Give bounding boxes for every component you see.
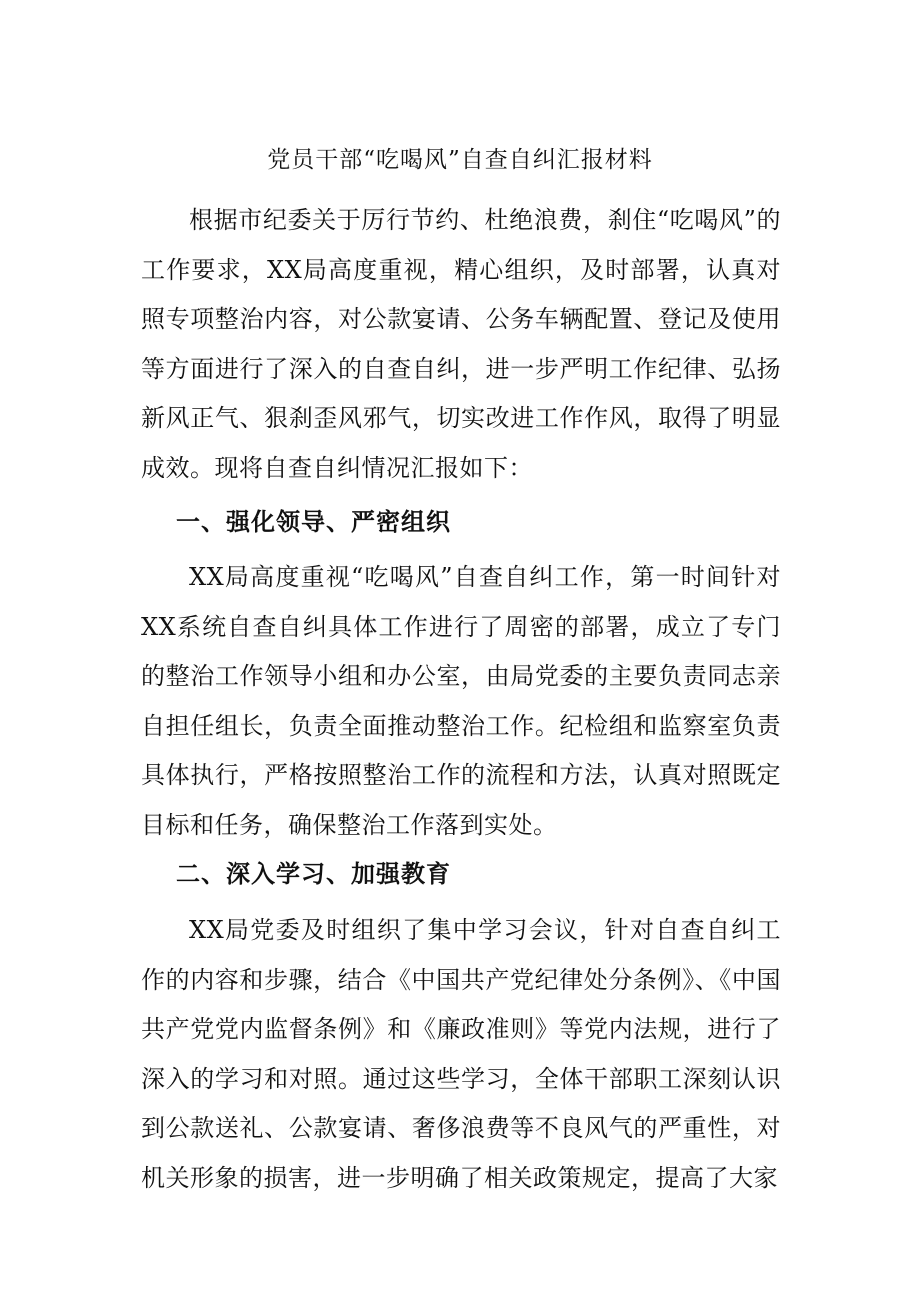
section-heading-2: 二、深入学习、加强教育 — [176, 860, 451, 888]
intro-paragraph: 根据市纪委关于厉行节约、杜绝浪费，刹住“吃喝风”的工作要求，XX局高度重视，精心组织，及时部署，认真对照专项整治内容，对公款宴请、公务车辆配置、登记及使用等方面进行了深入的自查自纠，进一步严明工作纪律、弘扬新风正气、狠刹歪风邪气，切实改进工作作风，取得了明显成效。现将自查自纠情况汇报如下： — [141, 206, 781, 482]
document-title: 党员干部“吃喝风”自查自纠汇报材料 — [267, 147, 653, 173]
section-heading-1: 一、强化领导、严密组织 — [176, 508, 451, 536]
section-body-1: XX局高度重视“吃喝风”自查自纠工作，第一时间针对XX系统自查自纠具体工作进行了周密的部署，成立了专门的整治工作领导小组和办公室，由局党委的主要负责同志亲自担任组长，负责全面推动整治工作。纪检组和监察室负责具体执行，严格按照整治工作的流程和方法，认真对照既定目标和任务，确保整治工作落到实处。 — [141, 563, 781, 839]
section-body-2: XX局党委及时组织了集中学习会议，针对自查自纠工作的内容和步骤，结合《中国共产党纪律处分条例》、《中国共产党党内监督条例》和《廉政准则》等党内法规，进行了深入的学习和对照。通过这些学习，全体干部职工深刻认识到公款送礼、公款宴请、奢侈浪费等不良风气的严重性，对机关形象的损害，进一步明确了相关政策规定，提高了大家 — [141, 916, 781, 1192]
